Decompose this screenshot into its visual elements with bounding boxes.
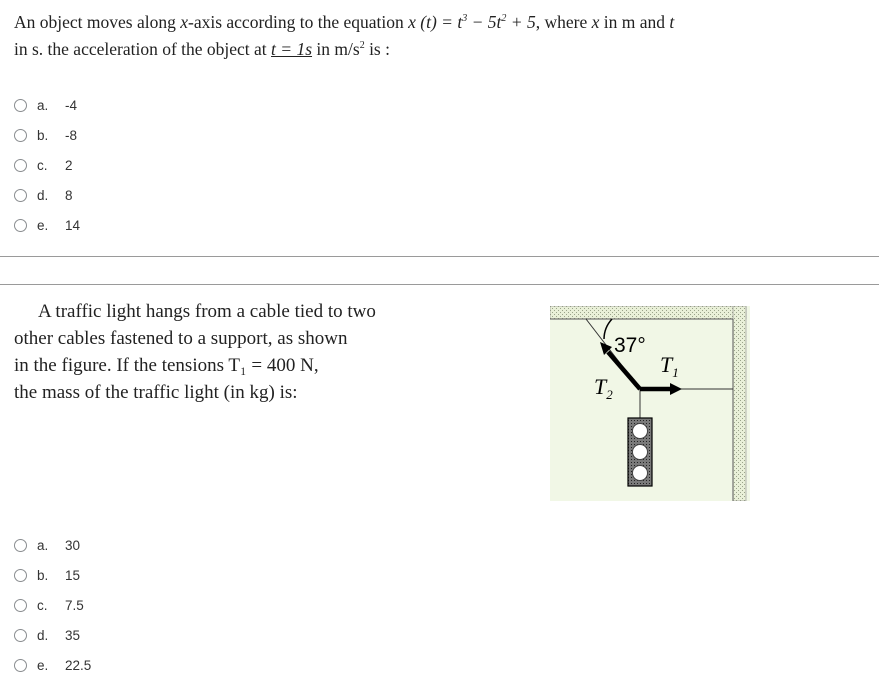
option-q1-a[interactable] xyxy=(14,90,80,120)
option-q2-a[interactable] xyxy=(14,530,91,560)
q2-line: the mass of the traffic light (in kg) is: xyxy=(14,382,298,403)
option-q1-d[interactable] xyxy=(14,180,80,210)
q1-eq-lhs: x (t) = t xyxy=(408,12,463,32)
radio-button[interactable] xyxy=(14,569,27,582)
ceiling-support xyxy=(550,306,746,319)
q2-line: in the figure. If the tensions T₁ = 400 N, xyxy=(14,355,319,376)
angle-label: 37° xyxy=(614,334,646,357)
option-value: -4 xyxy=(65,97,78,113)
option-letter: e. xyxy=(37,657,49,673)
option-letter: d. xyxy=(37,187,49,203)
option-q2-b[interactable] xyxy=(14,560,91,590)
q1-text-part: , where xyxy=(535,12,592,32)
question2-text xyxy=(14,298,444,406)
radio-button[interactable] xyxy=(14,629,27,642)
radio-button[interactable] xyxy=(14,129,27,142)
option-q1-c[interactable] xyxy=(14,150,80,180)
radio-button[interactable] xyxy=(14,659,27,672)
divider xyxy=(0,284,879,285)
t2-label: $T_2$ xyxy=(594,374,613,402)
option-value: 2 xyxy=(65,157,73,173)
q1-unit: in m/s xyxy=(312,39,360,59)
radio-button[interactable] xyxy=(14,189,27,202)
q1-text-part: is : xyxy=(364,39,390,59)
option-value: 7.5 xyxy=(65,597,84,613)
q1-var-t: t xyxy=(669,12,675,32)
q1-text-part: in s. the acceleration of the object at xyxy=(14,39,272,59)
q2-line: A traffic light hangs from a cable tied to two xyxy=(38,301,376,322)
q1-text-part: in m and xyxy=(599,12,670,32)
option-letter: e. xyxy=(37,217,49,233)
option-q2-e[interactable] xyxy=(14,650,91,680)
option-value: 30 xyxy=(65,537,81,553)
option-value: -8 xyxy=(65,127,78,143)
option-letter: a. xyxy=(37,537,49,553)
radio-button[interactable] xyxy=(14,539,27,552)
q1-eq-exp1: 3 xyxy=(462,13,468,25)
question1-text xyxy=(14,9,774,63)
option-value: 14 xyxy=(65,217,81,233)
option-letter: a. xyxy=(37,97,49,113)
t1-label: $T_1$ xyxy=(660,352,679,380)
q1-condition: t = 1s xyxy=(271,39,313,59)
q1-equation xyxy=(408,12,536,32)
radio-button[interactable] xyxy=(14,599,27,612)
traffic-light-lamp xyxy=(633,445,648,460)
q1-text-part: An object moves along xyxy=(14,12,181,32)
option-q2-d[interactable] xyxy=(14,620,91,650)
question2-options xyxy=(14,530,91,680)
option-value: 35 xyxy=(65,627,81,643)
option-q1-e[interactable] xyxy=(14,210,80,240)
radio-button[interactable] xyxy=(14,219,27,232)
option-value: 15 xyxy=(65,567,81,583)
option-value: 22.5 xyxy=(65,657,92,673)
option-letter: c. xyxy=(37,157,48,173)
q1-text-part: -axis according to the equation xyxy=(188,12,409,32)
option-letter: b. xyxy=(37,127,49,143)
traffic-light-figure xyxy=(550,306,750,501)
radio-button[interactable] xyxy=(14,99,27,112)
question1-line2 xyxy=(14,36,774,63)
divider xyxy=(0,256,879,257)
q2-line: other cables fastened to a support, as shown xyxy=(14,328,348,349)
option-value: 8 xyxy=(65,187,73,203)
q1-eq-mid: − 5t xyxy=(467,12,502,32)
q1-axis-var: x xyxy=(180,12,188,32)
question1-options xyxy=(14,90,80,240)
option-letter: c. xyxy=(37,597,48,613)
wall-support xyxy=(733,306,746,501)
traffic-light-diagram xyxy=(550,306,750,501)
q1-unit-exp: 2 xyxy=(359,40,365,52)
q1-var-x: x xyxy=(591,12,600,32)
option-q1-b[interactable] xyxy=(14,120,80,150)
option-letter: b. xyxy=(37,567,49,583)
q1-eq-exp2: 2 xyxy=(501,13,507,25)
option-letter: d. xyxy=(37,627,49,643)
question1-line1 xyxy=(14,9,774,36)
radio-button[interactable] xyxy=(14,159,27,172)
traffic-light-lamp xyxy=(633,424,648,439)
q1-eq-tail: + 5 xyxy=(506,12,536,32)
traffic-light-lamp xyxy=(633,466,648,481)
option-q2-c[interactable] xyxy=(14,590,91,620)
